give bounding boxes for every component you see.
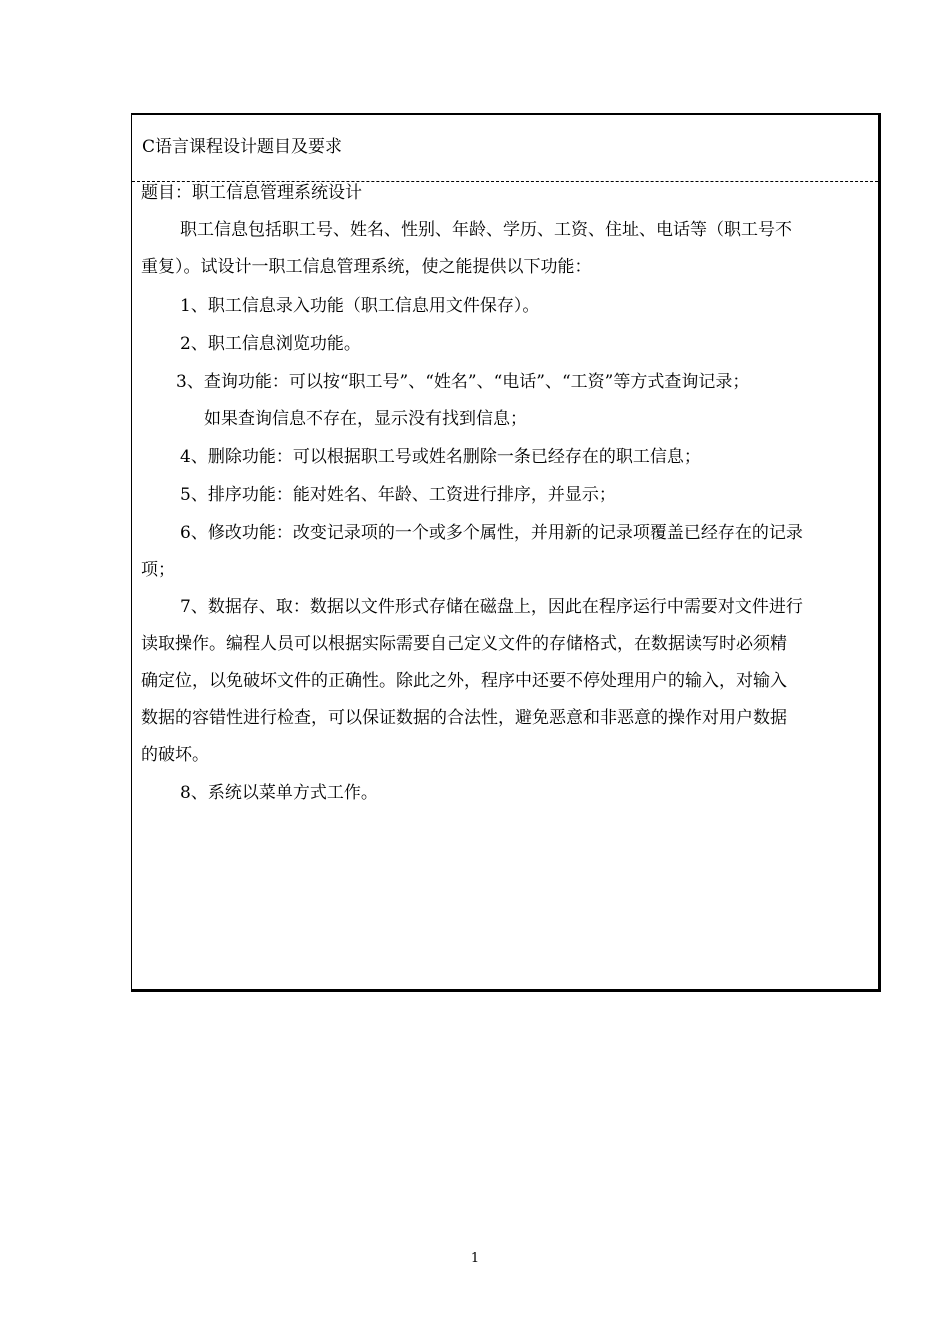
requirement-6-line-1: 6、修改功能：改变记录项的一个或多个属性，并用新的记录项覆盖已经存在的记录 [180, 523, 803, 543]
requirement-2: 2、职工信息浏览功能。 [180, 334, 361, 354]
requirement-7-line-2: 读取操作。编程人员可以根据实际需要自己定义文件的存储格式，在数据读写时必须精 [141, 634, 787, 654]
requirement-7-line-3: 确定位，以免破坏文件的正确性。除此之外，程序中还要不停处理用户的输入，对输入 [141, 671, 787, 691]
topic-title: 题目：职工信息管理系统设计 [141, 183, 362, 203]
intro-line-2: 重复）。试设计一职工信息管理系统，使之能提供以下功能： [141, 257, 592, 277]
intro-line-1: 职工信息包括职工号、姓名、性别、年龄、学历、工资、住址、电话等（职工号不 [180, 220, 792, 240]
requirement-8: 8、系统以菜单方式工作。 [180, 783, 378, 803]
requirement-7-line-4: 数据的容错性进行检查，可以保证数据的合法性，避免恶意和非恶意的操作对用户数据 [141, 708, 787, 728]
requirement-5: 5、排序功能：能对姓名、年龄、工资进行排序，并显示； [180, 485, 616, 505]
requirement-6-line-2: 项； [141, 560, 175, 580]
requirement-7-line-5: 的破坏。 [141, 745, 209, 765]
requirement-3-line-1: 3、查询功能：可以按“职工号”、“姓名”、“电话”、“工资”等方式查询记录； [176, 372, 750, 392]
page-number: 1 [470, 1251, 480, 1266]
requirement-7-line-1: 7、数据存、取：数据以文件形式存储在磁盘上，因此在程序运行中需要对文件进行 [180, 597, 803, 617]
assignment-table [131, 113, 881, 992]
requirement-3-line-2: 如果查询信息不存在，显示没有找到信息； [204, 409, 527, 429]
heading-row [132, 115, 878, 182]
course-heading: C语言课程设计题目及要求 [142, 137, 343, 157]
requirement-4: 4、删除功能：可以根据职工号或姓名删除一条已经存在的职工信息； [180, 447, 701, 467]
requirement-1: 1、职工信息录入功能（职工信息用文件保存）。 [180, 296, 540, 316]
